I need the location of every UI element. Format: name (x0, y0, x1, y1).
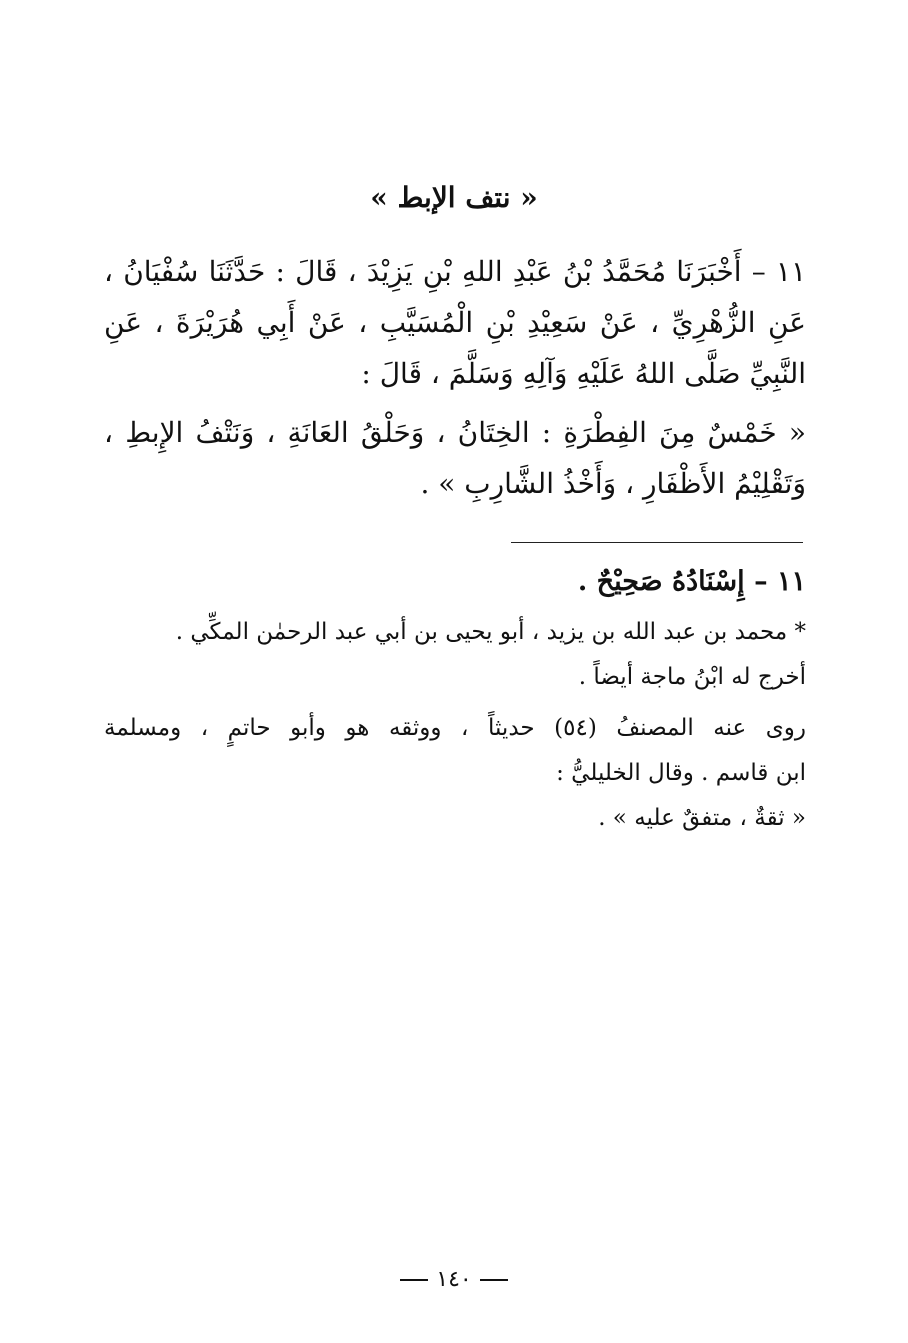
section-title: « نتف الإبط » (370, 181, 538, 214)
footer-dash-left (400, 1279, 428, 1281)
footer-dash-right (480, 1279, 508, 1281)
hadith-matn: « خَمْسٌ مِنَ الفِطْرَةِ : الخِتَانُ ، وَحَلْقُ العَانَةِ ، وَنَتْفُ الإِبطِ ، وَتَقْلِيْمُ الأَظْفَارِ ، وَأَخْذُ الشَّارِبِ » . (104, 416, 806, 500)
footnotes (104, 560, 806, 841)
page-number: ١٤٠ (436, 1267, 472, 1292)
footnote-divider (511, 542, 803, 543)
hadith-chain: ١١ – أَخْبَرَنَا مُحَمَّدُ بْنُ عَبْدِ اللهِ بْنِ يَزِيْدَ ، قَالَ : حَدَّثَنَا سُفْيَانُ ، عَنِ الزُّهْرِيِّ ، عَنْ سَعِيْدِ بْنِ الْمُسَيَّبِ ، عَنْ أَبِي هُرَيْرَةَ ، عَنِ النَّبِيِّ صَلَّى اللهُ عَلَيْهِ وَآلِهِ وَسَلَّمَ ، قَالَ : (104, 255, 806, 390)
footnote-ibn-majah: أخرج له ابْنُ ماجة أيضاً . (578, 664, 806, 690)
footnote-khalili: ابن قاسم . وقال الخليليُّ : (556, 760, 806, 786)
page-footer (0, 1264, 908, 1296)
footnote-narrations: روى عنه المصنفُ (٥٤) حديثاً ، ووثقه هو وأبو حاتمٍ ، ومسلمة (104, 715, 806, 741)
footnote-heading: ١١ – إِسْنَادُهُ صَحِيْحٌ . (577, 566, 806, 597)
hadith-text (104, 246, 806, 509)
footnote-narrator: * محمد بن عبد الله بن يزيد ، أبو يحيى بن أبي عبد الرحمٰن المكِّي . (175, 619, 806, 645)
footnote-quote: « ثقةٌ ، متفقٌ عليه » . (598, 805, 806, 831)
